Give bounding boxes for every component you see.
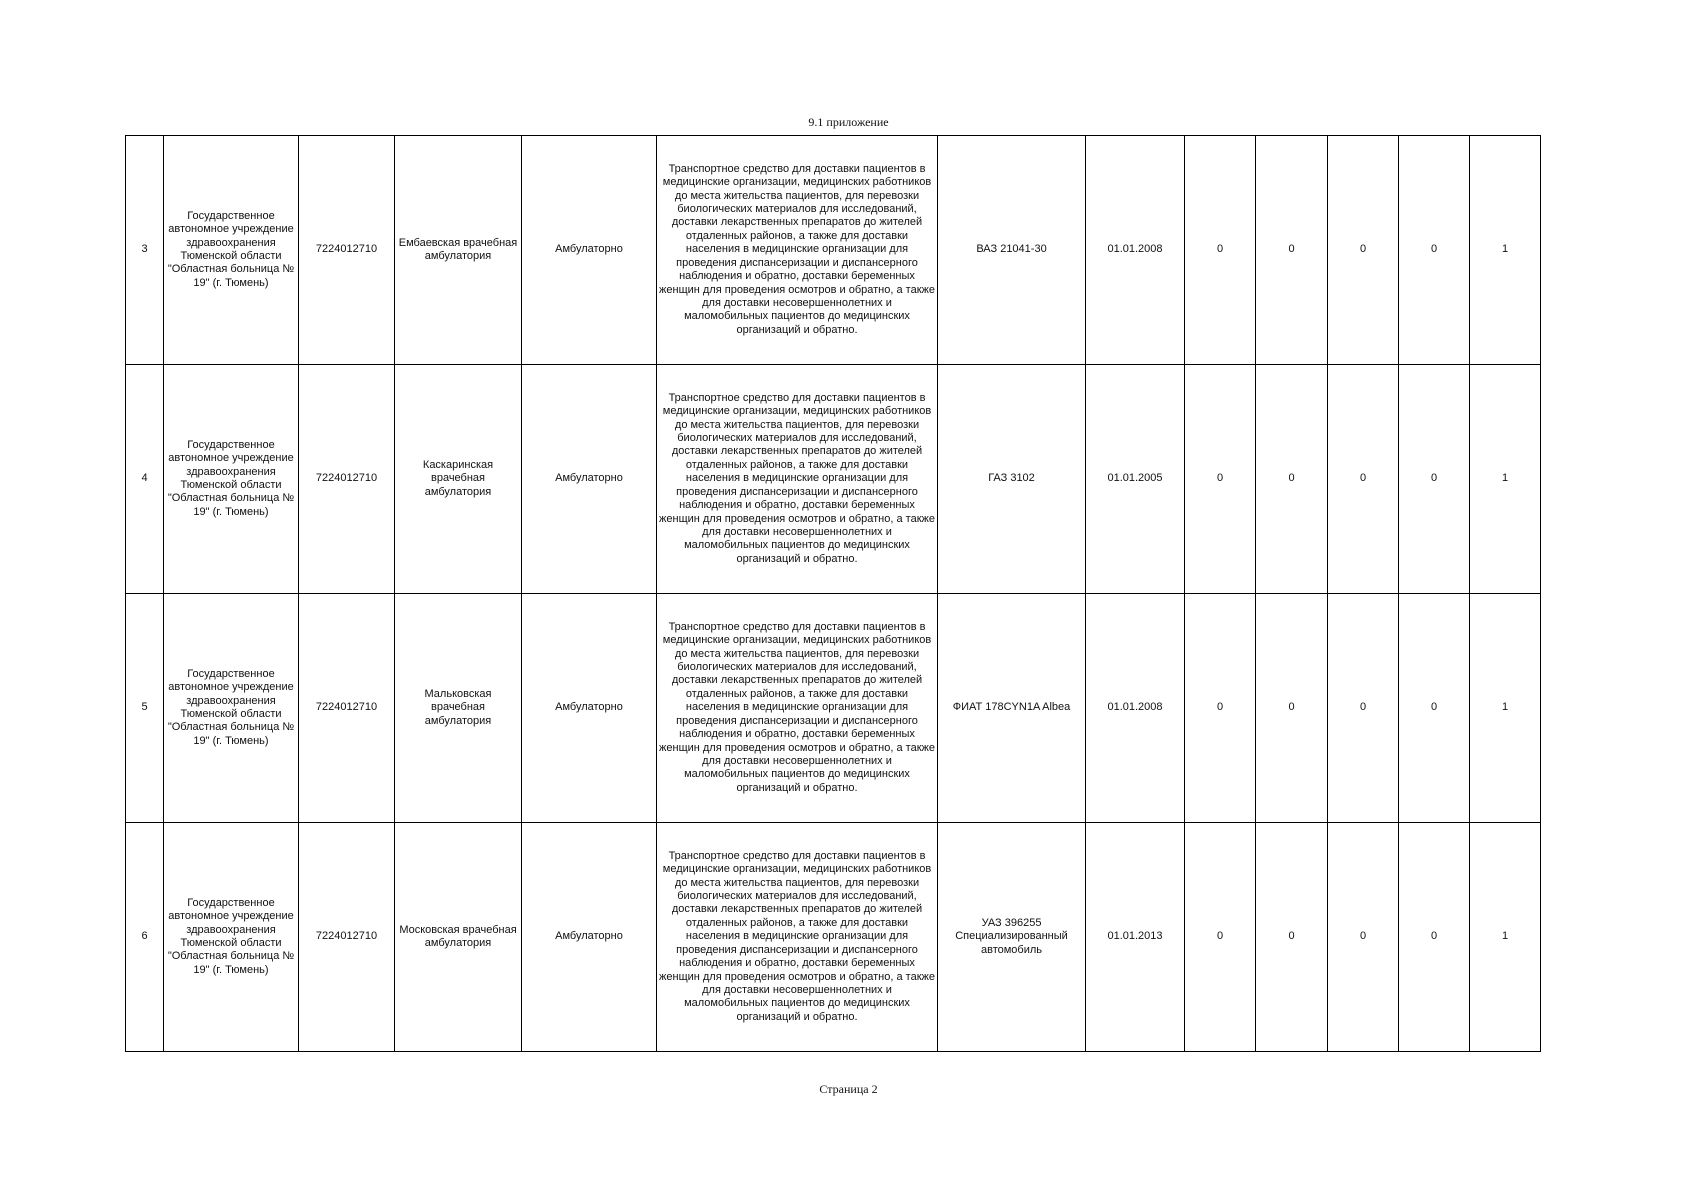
acquisition-date: 01.01.2008 bbox=[1086, 594, 1185, 823]
organization-name: Государственное автономное учреждение здравоохранения Тюменской области "Областная больница № 19" (г. Тюмень) bbox=[164, 136, 299, 365]
unit-name: Каскаринская врачебная амбулатория bbox=[395, 365, 522, 594]
page-footer: Страница 2 bbox=[819, 1082, 878, 1096]
acquisition-date: 01.01.2008 bbox=[1086, 136, 1185, 365]
care-form: Амбулаторно bbox=[522, 365, 657, 594]
row-number: 5 bbox=[126, 594, 164, 823]
value-cell: 0 bbox=[1185, 823, 1256, 1052]
row-number: 4 bbox=[126, 365, 164, 594]
vehicle-purpose: Транспортное средство для доставки пациентов в медицинские организации, медицинских работников до места жительства пациентов, для перевозки биологических материалов для исследований, доставки лекарственных препаратов до жителей отдаленных районов, а также для доставки населения в медицинские организации для проведения диспансеризации и диспансерного наблюдения и обратно, доставки беременных женщин для проведения осмотров и обратно, а также для доставки несовершеннолетних и маломобильных пациентов до медицинских организаций и обратно. bbox=[657, 594, 938, 823]
vehicle-model: ВАЗ 21041-30 bbox=[938, 136, 1086, 365]
organization-name: Государственное автономное учреждение здравоохранения Тюменской области "Областная больница № 19" (г. Тюмень) bbox=[164, 823, 299, 1052]
care-form: Амбулаторно bbox=[522, 136, 657, 365]
value-cell: 0 bbox=[1328, 594, 1399, 823]
table-row bbox=[126, 136, 1541, 365]
value-cell: 0 bbox=[1399, 823, 1470, 1052]
organization-name: Государственное автономное учреждение здравоохранения Тюменской области "Областная больница № 19" (г. Тюмень) bbox=[164, 594, 299, 823]
care-form: Амбулаторно bbox=[522, 594, 657, 823]
value-cell: 1 bbox=[1470, 823, 1541, 1052]
value-cell: 1 bbox=[1470, 594, 1541, 823]
table-row bbox=[126, 365, 1541, 594]
row-number: 3 bbox=[126, 136, 164, 365]
vehicle-purpose: Транспортное средство для доставки пациентов в медицинские организации, медицинских работников до места жительства пациентов, для перевозки биологических материалов для исследований, доставки лекарственных препаратов до жителей отдаленных районов, а также для доставки населения в медицинские организации для проведения диспансеризации и диспансерного наблюдения и обратно, доставки беременных женщин для проведения осмотров и обратно, а также для доставки несовершеннолетних и маломобильных пациентов до медицинских организаций и обратно. bbox=[657, 136, 938, 365]
value-cell: 0 bbox=[1399, 365, 1470, 594]
value-cell: 1 bbox=[1470, 365, 1541, 594]
unit-name: Московская врачебная амбулатория bbox=[395, 823, 522, 1052]
inn-code: 7224012710 bbox=[299, 594, 395, 823]
value-cell: 0 bbox=[1256, 823, 1328, 1052]
value-cell: 0 bbox=[1328, 136, 1399, 365]
value-cell: 0 bbox=[1185, 136, 1256, 365]
vehicle-model: ГАЗ 3102 bbox=[938, 365, 1086, 594]
value-cell: 0 bbox=[1399, 136, 1470, 365]
inn-code: 7224012710 bbox=[299, 365, 395, 594]
unit-name: Мальковская врачебная амбулатория bbox=[395, 594, 522, 823]
unit-name: Ембаевская врачебная амбулатория bbox=[395, 136, 522, 365]
value-cell: 1 bbox=[1470, 136, 1541, 365]
acquisition-date: 01.01.2013 bbox=[1086, 823, 1185, 1052]
row-number: 6 bbox=[126, 823, 164, 1052]
vehicle-purpose: Транспортное средство для доставки пациентов в медицинские организации, медицинских работников до места жительства пациентов, для перевозки биологических материалов для исследований, доставки лекарственных препаратов до жителей отдаленных районов, а также для доставки населения в медицинские организации для проведения диспансеризации и диспансерного наблюдения и обратно, доставки беременных женщин для проведения осмотров и обратно, а также для доставки несовершеннолетних и маломобильных пациентов до медицинских организаций и обратно. bbox=[657, 365, 938, 594]
organization-name: Государственное автономное учреждение здравоохранения Тюменской области "Областная больница № 19" (г. Тюмень) bbox=[164, 365, 299, 594]
page-header: 9.1 приложение bbox=[808, 115, 889, 129]
table-row bbox=[126, 594, 1541, 823]
value-cell: 0 bbox=[1328, 365, 1399, 594]
value-cell: 0 bbox=[1256, 136, 1328, 365]
vehicle-model: ФИАТ 178CYN1A Albea bbox=[938, 594, 1086, 823]
value-cell: 0 bbox=[1185, 365, 1256, 594]
care-form: Амбулаторно bbox=[522, 823, 657, 1052]
inn-code: 7224012710 bbox=[299, 136, 395, 365]
value-cell: 0 bbox=[1185, 594, 1256, 823]
value-cell: 0 bbox=[1399, 594, 1470, 823]
vehicle-purpose: Транспортное средство для доставки пациентов в медицинские организации, медицинских работников до места жительства пациентов, для перевозки биологических материалов для исследований, доставки лекарственных препаратов до жителей отдаленных районов, а также для доставки населения в медицинские организации для проведения диспансеризации и диспансерного наблюдения и обратно, доставки беременных женщин для проведения осмотров и обратно, а также для доставки несовершеннолетних и маломобильных пациентов до медицинских организаций и обратно. bbox=[657, 823, 938, 1052]
inn-code: 7224012710 bbox=[299, 823, 395, 1052]
value-cell: 0 bbox=[1256, 594, 1328, 823]
table-row bbox=[126, 823, 1541, 1052]
acquisition-date: 01.01.2005 bbox=[1086, 365, 1185, 594]
vehicle-registry-table bbox=[125, 135, 1541, 1052]
value-cell: 0 bbox=[1256, 365, 1328, 594]
value-cell: 0 bbox=[1328, 823, 1399, 1052]
vehicle-model: УАЗ 396255 Специализированный автомобиль bbox=[938, 823, 1086, 1052]
